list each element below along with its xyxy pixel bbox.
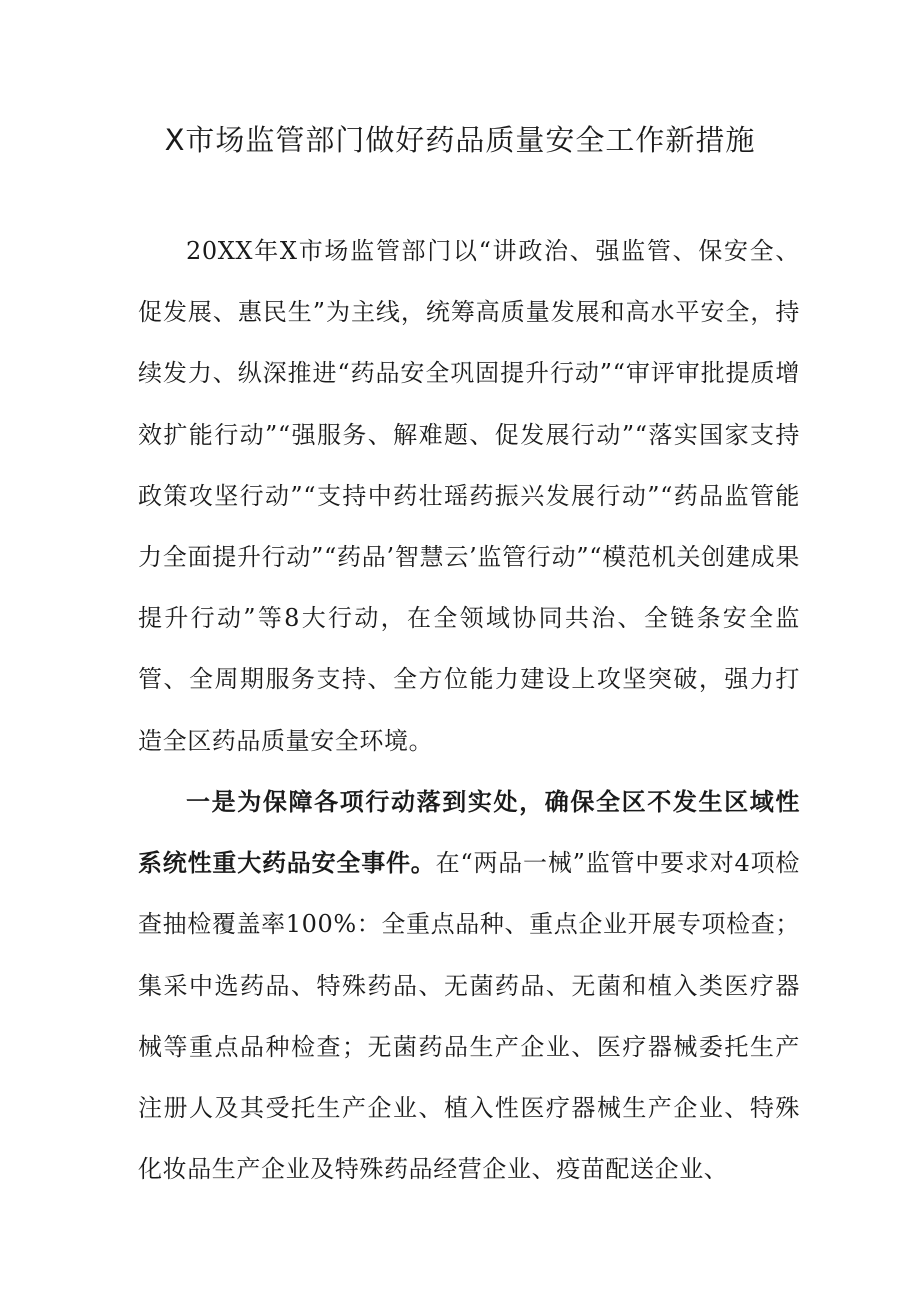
paragraph-intro <box>138 221 800 772</box>
paragraph-lead-bold: 一是为保障各项行动落到实处，确保全区不发生区域性系统性重大药品安全事件。 <box>138 788 800 878</box>
paragraph-intro-text: 20XX年X市场监管部门以“讲政治、强监管、保安全、促发展、惠民生”为主线，统筹高质量发展和高水平安全，持续发力、纵深推进“药品安全巩固提升行动”“审评审批提质增效扩能行动”“强服务、解难题、促发展行动”“落实国家支持政策攻坚行动”“支持中药壮瑶药振兴发展行动”“药品监管能力全面提升行动”“药品’智慧云’监管行动”“模范机关创建成果提升行动”等8大行动，在全领域协同共治、全链条安全监管、全周期服务支持、全方位能力建设上攻坚突破，强力打造全区药品质量安全环境。 <box>138 237 800 755</box>
document-title: X市场监管部门做好药品质量安全工作新措施 <box>164 123 756 157</box>
paragraph-measure-one-text: 在“两品一械”监管中要求对4项检查抽检覆盖率100%：全重点品种、重点企业开展专项检查；集采中选药品、特殊药品、无菌药品、无菌和植入类医疗器械等重点品种检查；无菌药品生产企业、医疗器械委托生产注册人及其受托生产企业、植入性医疗器械生产企业、特殊化妆品生产企业及特殊药品经营企业、疫苗配送企业、 <box>138 849 800 1184</box>
paragraph-measure-one <box>138 772 800 1200</box>
